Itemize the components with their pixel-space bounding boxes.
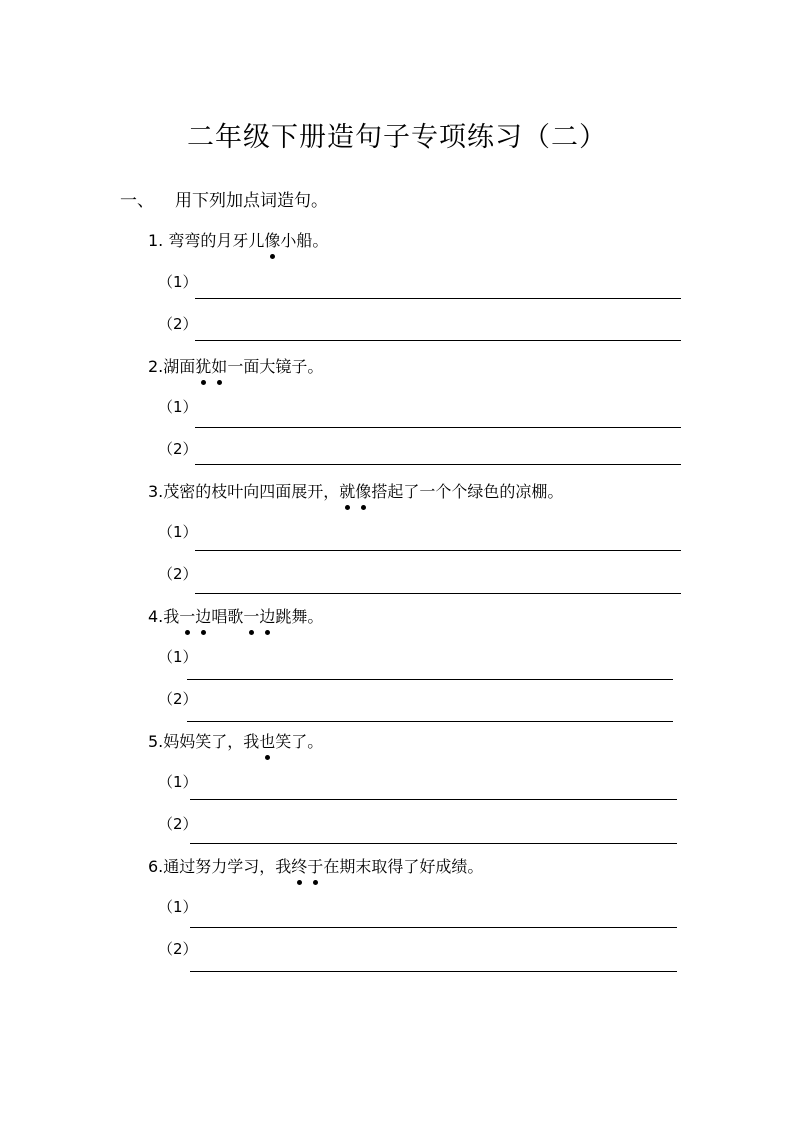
- section-number: 一、: [120, 191, 154, 211]
- emphasized-char: 边: [195, 604, 211, 630]
- emphasized-char: 终: [291, 854, 307, 880]
- answer-label: （1）: [158, 273, 198, 291]
- sentence-text: 唱歌: [211, 607, 244, 626]
- sentence-text: 6.通过努力学习，我: [148, 857, 292, 876]
- section-heading: [120, 188, 328, 214]
- emphasized-char: 也: [259, 729, 275, 755]
- question-sentence: [148, 729, 323, 755]
- answer-label: （2）: [158, 815, 198, 833]
- answer-label: （2）: [158, 440, 198, 458]
- question-sentence: [148, 479, 563, 505]
- emphasized-char: 像: [264, 228, 280, 254]
- emphasized-char: 一: [179, 604, 195, 630]
- answer-blank-line[interactable]: [195, 298, 681, 299]
- sentence-text: 跳舞。: [275, 607, 324, 626]
- sentence-text: 2.湖面: [148, 357, 196, 376]
- answer-label: （1）: [158, 773, 198, 791]
- sentence-text: 小船。: [280, 231, 329, 250]
- sentence-text: 在期末取得了好成绩。: [323, 857, 484, 876]
- answer-blank-line[interactable]: [187, 721, 673, 722]
- sentence-text: 笑了。: [275, 732, 324, 751]
- answer-blank-line[interactable]: [195, 427, 681, 428]
- answer-label: （2）: [158, 315, 198, 333]
- answer-blank-line[interactable]: [195, 464, 681, 465]
- emphasized-char: 犹: [195, 354, 211, 380]
- sentence-text: 搭起了一个个绿色的凉棚。: [371, 482, 564, 501]
- question-sentence: [148, 228, 328, 254]
- emphasized-char: 于: [307, 854, 323, 880]
- sentence-text: 一面大镜子。: [227, 357, 324, 376]
- sentence-text: 5.妈妈笑了，我: [148, 732, 260, 751]
- answer-blank-line[interactable]: [190, 971, 677, 972]
- answer-label: （1）: [158, 648, 198, 666]
- emphasized-char: 就: [339, 479, 355, 505]
- question-sentence: [148, 354, 323, 380]
- sentence-text: 4.我: [148, 607, 180, 626]
- answer-blank-line[interactable]: [187, 679, 673, 680]
- emphasized-char: 一: [243, 604, 259, 630]
- answer-blank-line[interactable]: [195, 340, 681, 341]
- emphasized-char: 边: [259, 604, 275, 630]
- answer-label: （2）: [158, 565, 198, 583]
- answer-label: （1）: [158, 898, 198, 916]
- sentence-text: 1. 弯弯的月牙儿: [148, 231, 265, 250]
- question-sentence: [148, 854, 483, 880]
- answer-label: （2）: [158, 690, 198, 708]
- answer-label: （2）: [158, 940, 198, 958]
- answer-blank-line[interactable]: [190, 927, 677, 928]
- answer-blank-line[interactable]: [190, 843, 677, 844]
- section-instruction: 用下列加点词造句。: [175, 191, 328, 211]
- answer-blank-line[interactable]: [195, 550, 681, 551]
- sentence-text: 3.茂密的枝叶向四面展开，: [148, 482, 340, 501]
- answer-blank-line[interactable]: [190, 799, 677, 800]
- answer-label: （1）: [158, 398, 198, 416]
- question-sentence: [148, 604, 323, 630]
- page-title: 二年级下册造句子专项练习（二）: [187, 122, 607, 153]
- emphasized-char: 如: [211, 354, 227, 380]
- emphasized-char: 像: [355, 479, 371, 505]
- answer-label: （1）: [158, 523, 198, 541]
- answer-blank-line[interactable]: [195, 593, 681, 594]
